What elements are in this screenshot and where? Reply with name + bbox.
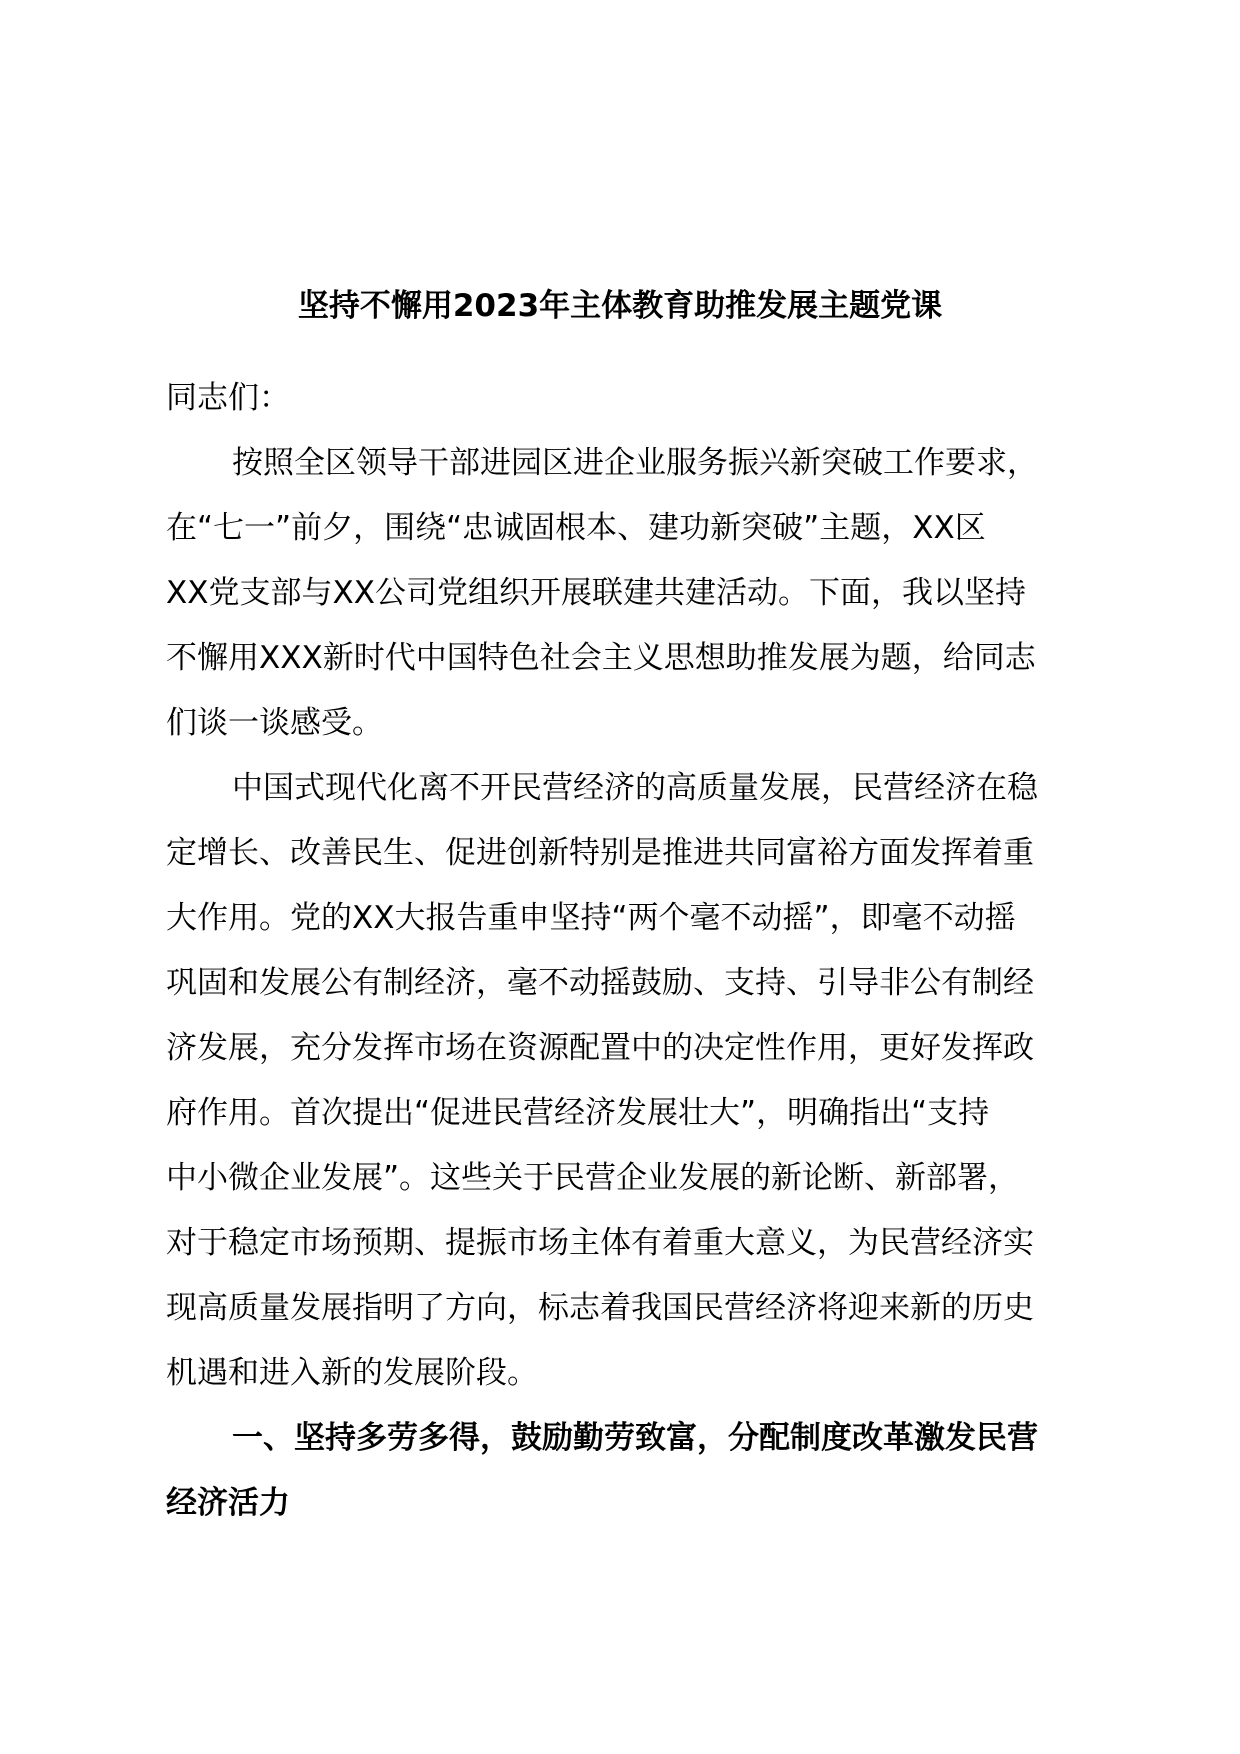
paragraph-1 (166, 431, 1106, 756)
paragraph-line: 中国式现代化离不开民营经济的高质量发展，民营经济在稳 (232, 770, 1038, 806)
paragraph-line: 在“七一”前夕，围绕“忠诚固根本、建功新突破”主题，XX区 (166, 510, 986, 546)
section-heading (166, 1406, 1106, 1536)
paragraph-line: 巩固和发展公有制经济，毫不动摇鼓励、支持、引导非公有制经 (166, 965, 1034, 1001)
paragraph-line: 府作用。首次提出“促进民营经济发展壮大”，明确指出“支持 (166, 1095, 990, 1131)
paragraph-line: 对于稳定市场预期、提振市场主体有着重大意义，为民营经济实 (166, 1225, 1034, 1261)
section-heading-line: 一、坚持多劳多得，鼓励勤劳致富，分配制度改革激发民营 (232, 1420, 1038, 1456)
paragraph-line: 中小微企业发展”。这些关于民营企业发展的新论断、新部署， (166, 1160, 1020, 1196)
paragraph-line: 们谈一谈感受。 (166, 705, 383, 741)
paragraph-2 (166, 756, 1106, 1406)
section-heading-line: 经济活力 (166, 1485, 290, 1521)
paragraph-line: 按照全区领导干部进园区进企业服务振兴新突破工作要求， (232, 445, 1038, 481)
salutation: 同志们： (166, 380, 290, 416)
paragraph-line: 济发展，充分发挥市场在资源配置中的决定性作用，更好发挥政 (166, 1030, 1034, 1066)
paragraph-line: 机遇和进入新的发展阶段。 (166, 1355, 538, 1391)
document-title: 坚持不懈用2023年主体教育助推发展主题党课 (297, 288, 943, 324)
paragraph-line: XX党支部与XX公司党组织开展联建共建活动。下面，我以坚持 (166, 575, 1026, 611)
document-body (166, 366, 1106, 1536)
paragraph-line: 大作用。党的XX大报告重申坚持“两个毫不动摇”，即毫不动摇 (166, 900, 1016, 936)
paragraph-line: 现高质量发展指明了方向，标志着我国民营经济将迎来新的历史 (166, 1290, 1034, 1326)
paragraph-line: 定增长、改善民生、促进创新特别是推进共同富裕方面发挥着重 (166, 835, 1034, 871)
paragraph-line: 不懈用XXX新时代中国特色社会主义思想助推发展为题，给同志 (166, 640, 1036, 676)
